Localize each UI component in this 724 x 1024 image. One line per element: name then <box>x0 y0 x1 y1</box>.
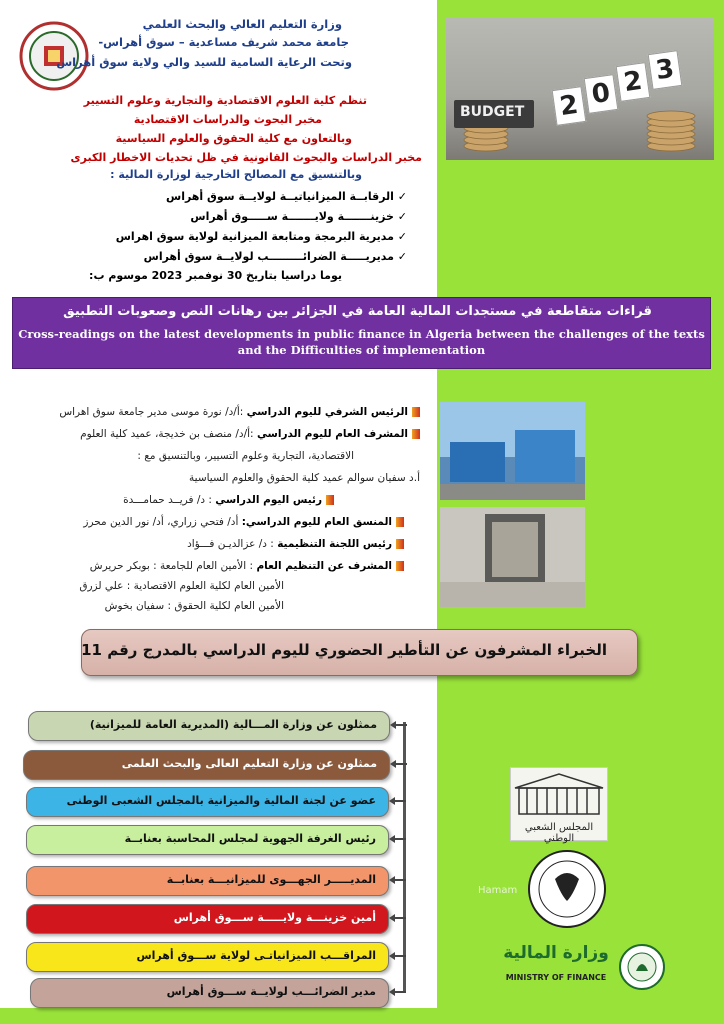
expert-label: المراقـــب الميزانياتـى لولاية ســـوق أهراس <box>136 949 376 962</box>
arrow-bullet-icon <box>412 407 420 417</box>
committee-line-1: الرئيس الشرفي لليوم الدراسي :أ/د/ نورة موسى مدير جامعة سوق اهراس <box>59 406 420 418</box>
expert-item <box>23 750 390 780</box>
arrow-bullet-icon <box>396 517 404 527</box>
finance-emblem-icon <box>618 943 666 991</box>
bottom-green-strip <box>0 1008 724 1024</box>
parliament-name: المجلس الشعبي الوطني <box>524 822 594 844</box>
expert-item <box>26 942 389 972</box>
arrow-bullet-icon <box>396 561 404 571</box>
left-arrow-icon <box>389 834 407 844</box>
arrow-bullet-icon <box>412 429 420 439</box>
ministry-line: وزارة التعليم العالي والبحث العلمي <box>142 17 342 31</box>
organizer-line-5: وبالتنسيق مع المصالح الخارجية لوزارة المالية : <box>110 168 362 181</box>
committee-line-6: المنسق العام لليوم الدراسي: أد/ فتحي زراري، أد/ نور الدين محرز <box>83 516 404 528</box>
expert-label: ممثلون عن وزارة المـــالية (المديرية العامة للميزانية) <box>89 718 377 731</box>
check-icon: ✓ <box>393 190 407 203</box>
date-line: يوما دراسيا بتاريخ 30 نوفمبر 2023 موسوم ب: <box>89 269 342 282</box>
arrow-bullet-icon <box>396 539 404 549</box>
experts-title: الخبراء المشرفون عن التأطير الحضوري لليوم الدراسي بالمدرج رقم 11 <box>81 641 607 659</box>
check-icon: ✓ <box>393 230 407 243</box>
university-line: جامعة محمد شريف مساعدية – سوق أهراس- <box>98 35 349 49</box>
committee-line-7: رئيس اللجنة التنظيمية : د/ عزالديـن فـــؤاد <box>187 538 404 550</box>
arrow-bullet-icon <box>326 495 334 505</box>
expert-label: مدير الضرائـــب لولايــة ســـوق أهراس <box>166 985 376 998</box>
left-arrow-icon <box>389 875 407 885</box>
watermark-text: Hamam <box>478 885 518 896</box>
expert-item <box>30 978 389 1008</box>
left-arrow-icon <box>390 720 408 730</box>
left-arrow-icon <box>389 951 407 961</box>
organizer-line-2: مخبر البحوث والدراسات الاقتصادية <box>133 113 322 126</box>
finance-name-en: MINISTRY OF FINANCE <box>505 973 607 982</box>
year-digit-4: 3 <box>648 50 683 90</box>
banner-title-ar: قراءات متقاطعة في مستجدات المالية العامة في الجزائر بين رهانات النص وصعوبات التطبيق <box>63 304 652 319</box>
parliament-building-icon <box>511 768 607 818</box>
expert-item <box>26 787 389 817</box>
court-of-accounts-logo-icon <box>527 849 607 929</box>
expert-item <box>26 825 389 855</box>
committee-line-3: الاقتصادية، التجارية وعلوم التسيير، وبالتنسيق مع : <box>137 450 354 462</box>
university-buildings-photo-icon <box>440 402 585 607</box>
banner-title-en: Cross-readings on the latest developments in public finance in Algeria between the challenges of the texts and the Difficulties of implementation <box>18 327 705 357</box>
year-digit-3: 2 <box>616 62 651 102</box>
parliament-logo <box>510 767 608 844</box>
experts-title-bar <box>81 629 638 676</box>
left-arrow-icon <box>389 987 407 997</box>
left-arrow-icon <box>390 759 408 769</box>
left-arrow-icon <box>389 913 407 923</box>
header-section <box>12 12 437 294</box>
committee-line-10: الأمين العام لكلية الحقوق : سفيان بخوش <box>104 600 284 612</box>
committee-line-4: أ.د سفيان سوالم عميد كلية الحقوق والعلوم السياسية <box>189 472 420 484</box>
expert-label: عضو عن لجنة المالية والميزانية بالمجلس الشعبى الوطنى <box>66 794 376 807</box>
organizer-line-1: تنظم كلية العلوم الاقتصادية والتجارية وعلوم التسيير <box>83 94 367 107</box>
committee-line-2: المشرف العام لليوم الدراسي :أ/د/ منصف بن خديجة، عميد كلية العلوم <box>80 428 420 440</box>
organizer-line-4: مخبر الدراسات والبحوث القانونية في ظل تحديات الاخطار الكبرى <box>70 151 422 164</box>
expert-label: أمين خزينـــة ولايـــــة ســـوق أهراس <box>173 911 376 924</box>
check-icon: ✓ <box>393 210 407 223</box>
service-item-3: ✓ مديرية البرمجة ومتابعة الميزانية لولاية سوق اهراس <box>115 230 407 243</box>
service-item-1: ✓ الرقابــة الميزانياتيــة لولايــة سوق أهراس <box>166 190 407 203</box>
budget-word: BUDGET <box>460 104 525 120</box>
committee-section <box>10 397 434 623</box>
committee-line-9: الأمين العام لكلية العلوم الاقتصادية : علي لزرق <box>79 580 284 592</box>
service-item-2: ✓ خزينـــــــة ولايـــــــة ســـــوق أهراس <box>190 210 407 223</box>
organizer-line-3: وبالتعاون مع كلية الحقوق والعلوم السياسية <box>115 132 352 145</box>
ministry-of-finance-logo <box>500 943 670 993</box>
expert-label: رئيس الغرفة الجهوية لمجلس المحاسبة بعنابــة <box>124 832 376 845</box>
committee-line-8: المشرف عن التنظيم العام : الأمين العام للجامعة : بوبكر حريرش <box>90 560 404 572</box>
left-arrow-icon <box>389 796 407 806</box>
budget-2023-image <box>446 18 714 160</box>
service-item-4: ✓ مديريـــــة الضرائـــــــــب لولايــة سوق أهراس <box>143 250 407 263</box>
expert-label: المديـــــر الجهـــوى للميزانيـــة بعنابــة <box>166 873 376 886</box>
check-icon: ✓ <box>393 250 407 263</box>
year-digit-1: 2 <box>552 86 587 126</box>
committee-line-5: رئيس اليوم الدراسي : د/ فريــد حمامـــدة <box>123 494 334 506</box>
finance-name-ar: وزارة المالية <box>503 943 609 963</box>
patronage-line: وتحت الرعاية السامية للسيد والي ولاية سوق أهراس <box>56 55 352 69</box>
title-banner <box>12 297 711 369</box>
expert-item <box>26 904 389 934</box>
expert-item <box>26 866 389 896</box>
year-digit-2: 0 <box>584 74 619 114</box>
expert-item <box>28 711 390 741</box>
expert-label: ممثلون عن وزارة التعليم العالى والبحث العلمى <box>121 757 377 770</box>
